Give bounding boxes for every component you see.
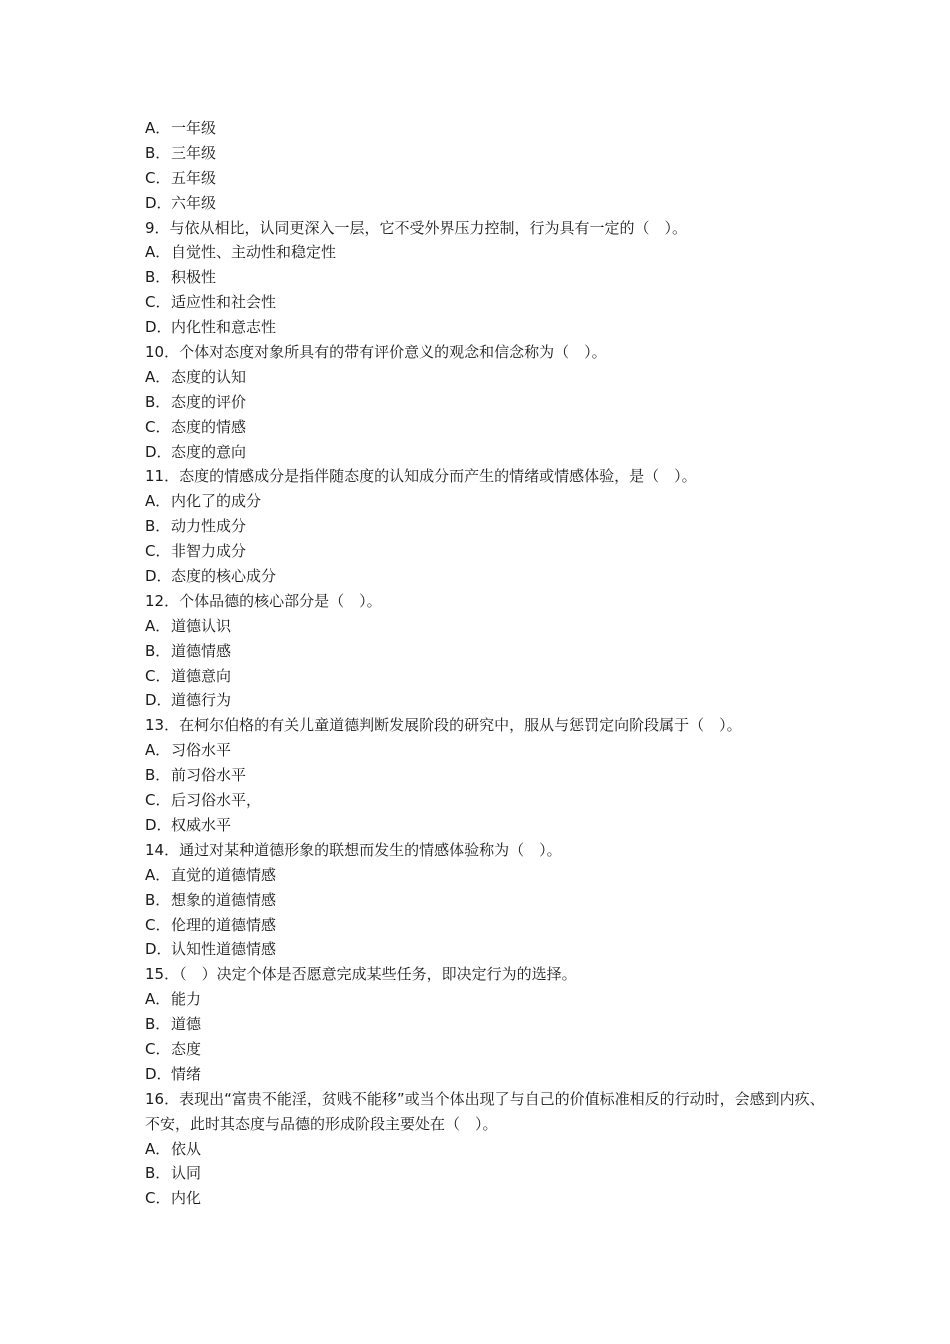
option-key: C． [145,915,171,934]
option-text: 习俗水平 [171,741,232,760]
option-key: B． [145,1164,171,1183]
option-text: 后习俗水平， [171,791,262,810]
option-text: 道德行为 [171,691,232,710]
option-text: 态度的评价 [171,392,247,411]
option-key: C． [145,293,171,312]
option-key: D． [145,691,172,710]
option-text: 道德认识 [171,616,232,635]
option-key: A． [145,990,171,1009]
answer-option [145,315,825,340]
option-text: 态度 [171,1039,202,1058]
option-key: D． [145,193,172,212]
option-key: A． [145,741,171,760]
option-key: D． [145,815,172,834]
option-text: 态度的核心成分 [171,567,277,586]
answer-option [145,888,825,913]
option-text: 前习俗水平 [171,766,247,785]
answer-option [145,1062,825,1087]
answer-option [145,390,825,415]
option-text: 能力 [171,990,202,1009]
document-body [145,116,825,1211]
option-text: 态度的认知 [171,367,247,386]
option-key: A． [145,119,171,137]
option-text: 适应性和社会性 [171,293,277,312]
question-stem: 15．（ ）决定个体是否愿意完成某些任务，即决定行为的选择。 [145,965,577,984]
answer-option [145,166,825,191]
option-text: 六年级 [171,193,217,212]
answer-option [145,788,825,813]
answer-option [145,763,825,788]
option-key: C． [145,1189,171,1208]
option-text: 一年级 [171,119,217,137]
option-key: C． [145,666,171,685]
option-text: 道德 [171,1015,202,1034]
option-key: C． [145,542,171,561]
option-key: D． [145,318,172,337]
option-key: C． [145,791,171,810]
option-key: B． [145,766,171,785]
question-stem: 9．与依从相比，认同更深入一层，它不受外界压力控制，行为具有一定的（ ）。 [145,218,688,237]
option-text: 权威水平 [171,815,232,834]
answer-option [145,1137,825,1162]
question-stem: 12．个体品德的核心部分是（ ）。 [145,591,382,610]
answer-option [145,863,825,888]
option-key: B． [145,517,171,536]
answer-option [145,116,825,141]
answer-option [145,1037,825,1062]
option-key: B． [145,890,171,909]
answer-option [145,738,825,763]
option-text: 态度的情感 [171,417,247,436]
option-key: D． [145,567,172,586]
option-key: D． [145,1064,172,1083]
answer-option [145,813,825,838]
answer-option [145,1186,825,1211]
answer-option [145,913,825,938]
option-text: 道德情感 [171,641,232,660]
option-text: 认同 [171,1164,202,1183]
option-key: B． [145,143,171,162]
option-text: 态度的意向 [171,442,247,461]
answer-option [145,489,825,514]
question-stem: 11．态度的情感成分是指伴随态度的认知成分而产生的情绪或情感体验，是（ ）。 [145,467,697,486]
answer-option [145,365,825,390]
option-text: 想象的道德情感 [171,890,277,909]
option-key: C． [145,1039,171,1058]
question-stem: 10．个体对态度对象所具有的带有评价意义的观念和信念称为（ ）。 [145,343,607,362]
option-key: A． [145,492,171,511]
answer-option [145,688,825,713]
option-text: 内化了的成分 [171,492,262,511]
option-key: A． [145,367,171,386]
option-key: B． [145,268,171,287]
option-key: B． [145,1015,171,1034]
option-key: A． [145,243,171,262]
answer-option [145,265,825,290]
option-key: D． [145,442,172,461]
option-text: 依从 [171,1139,202,1158]
option-text: 内化 [171,1189,202,1208]
option-text: 三年级 [171,143,217,162]
answer-option [145,440,825,465]
option-key: A． [145,1139,171,1158]
answer-option [145,240,825,265]
option-key: C． [145,168,171,187]
option-text: 认知性道德情感 [171,940,277,959]
question-stem: 14．通过对某种道德形象的联想而发生的情感体验称为（ ）。 [145,840,562,859]
option-key: B． [145,641,171,660]
option-key: A． [145,865,171,884]
answer-option [145,1012,825,1037]
option-text: 积极性 [171,268,217,287]
option-text: 伦理的道德情感 [171,915,277,934]
option-text: 动力性成分 [171,517,247,536]
option-key: C． [145,417,171,436]
question-stem: 13．在柯尔伯格的有关儿童道德判断发展阶段的研究中，服从与惩罚定向阶段属于（ ）。 [145,716,742,735]
option-text: 自觉性、主动性和稳定性 [171,243,337,262]
answer-option [145,191,825,216]
option-key: B． [145,392,171,411]
option-text: 内化性和意志性 [171,318,277,337]
option-text: 情绪 [171,1064,202,1083]
answer-option [145,415,825,440]
answer-option [145,664,825,689]
answer-option [145,290,825,315]
answer-option [145,987,825,1012]
answer-option [145,614,825,639]
option-key: A． [145,616,171,635]
answer-option [145,639,825,664]
answer-option [145,514,825,539]
answer-option [145,564,825,589]
option-key: D． [145,940,172,959]
question-stem: 16．表现出“富贵不能淫，贫贱不能移”或当个体出现了与自己的价值标准相反的行动时，会感到内疚、不安，此时其态度与品德的形成阶段主要处在（ ）。 [145,1089,825,1133]
answer-option [145,141,825,166]
answer-option [145,1161,825,1186]
option-text: 非智力成分 [171,542,247,561]
option-text: 直觉的道德情感 [171,865,277,884]
option-text: 五年级 [171,168,217,187]
option-text: 道德意向 [171,666,232,685]
answer-option [145,539,825,564]
answer-option [145,937,825,962]
